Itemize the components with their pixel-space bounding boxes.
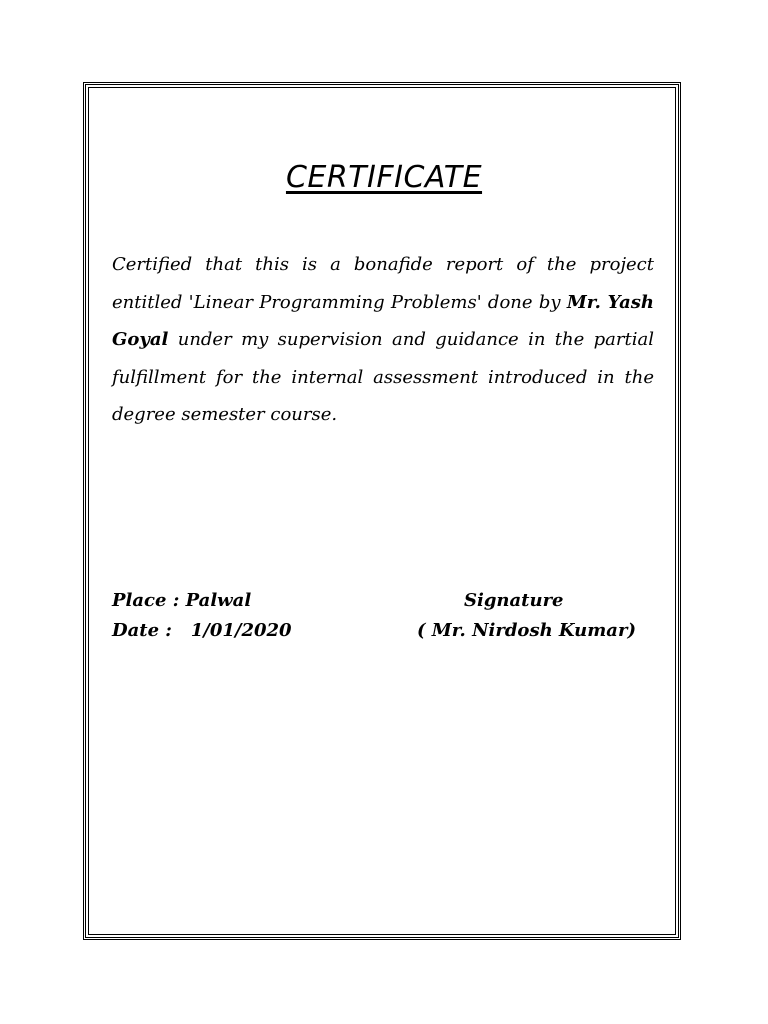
body-text-part2: under my supervision and guidance in the partial fulfillment for the internal assessment introduced in the degree semester course.: [112, 329, 654, 425]
certificate-body: [112, 246, 654, 434]
page-border-inner: [88, 87, 676, 935]
signature-label: Signature: [464, 590, 564, 611]
certificate-title: CERTIFICATE: [285, 160, 483, 195]
body-text-part1: Certified that this is a bonafide report of the project entitled 'Linear Programming Problems' done by: [112, 254, 654, 313]
signatory-name: ( Mr. Nirdosh Kumar): [417, 620, 636, 641]
student-name: Mr. Yash Goyal: [112, 291, 654, 350]
date-line: Date : 1/01/2020: [112, 620, 292, 641]
place-line: Place : Palwal: [112, 590, 252, 611]
